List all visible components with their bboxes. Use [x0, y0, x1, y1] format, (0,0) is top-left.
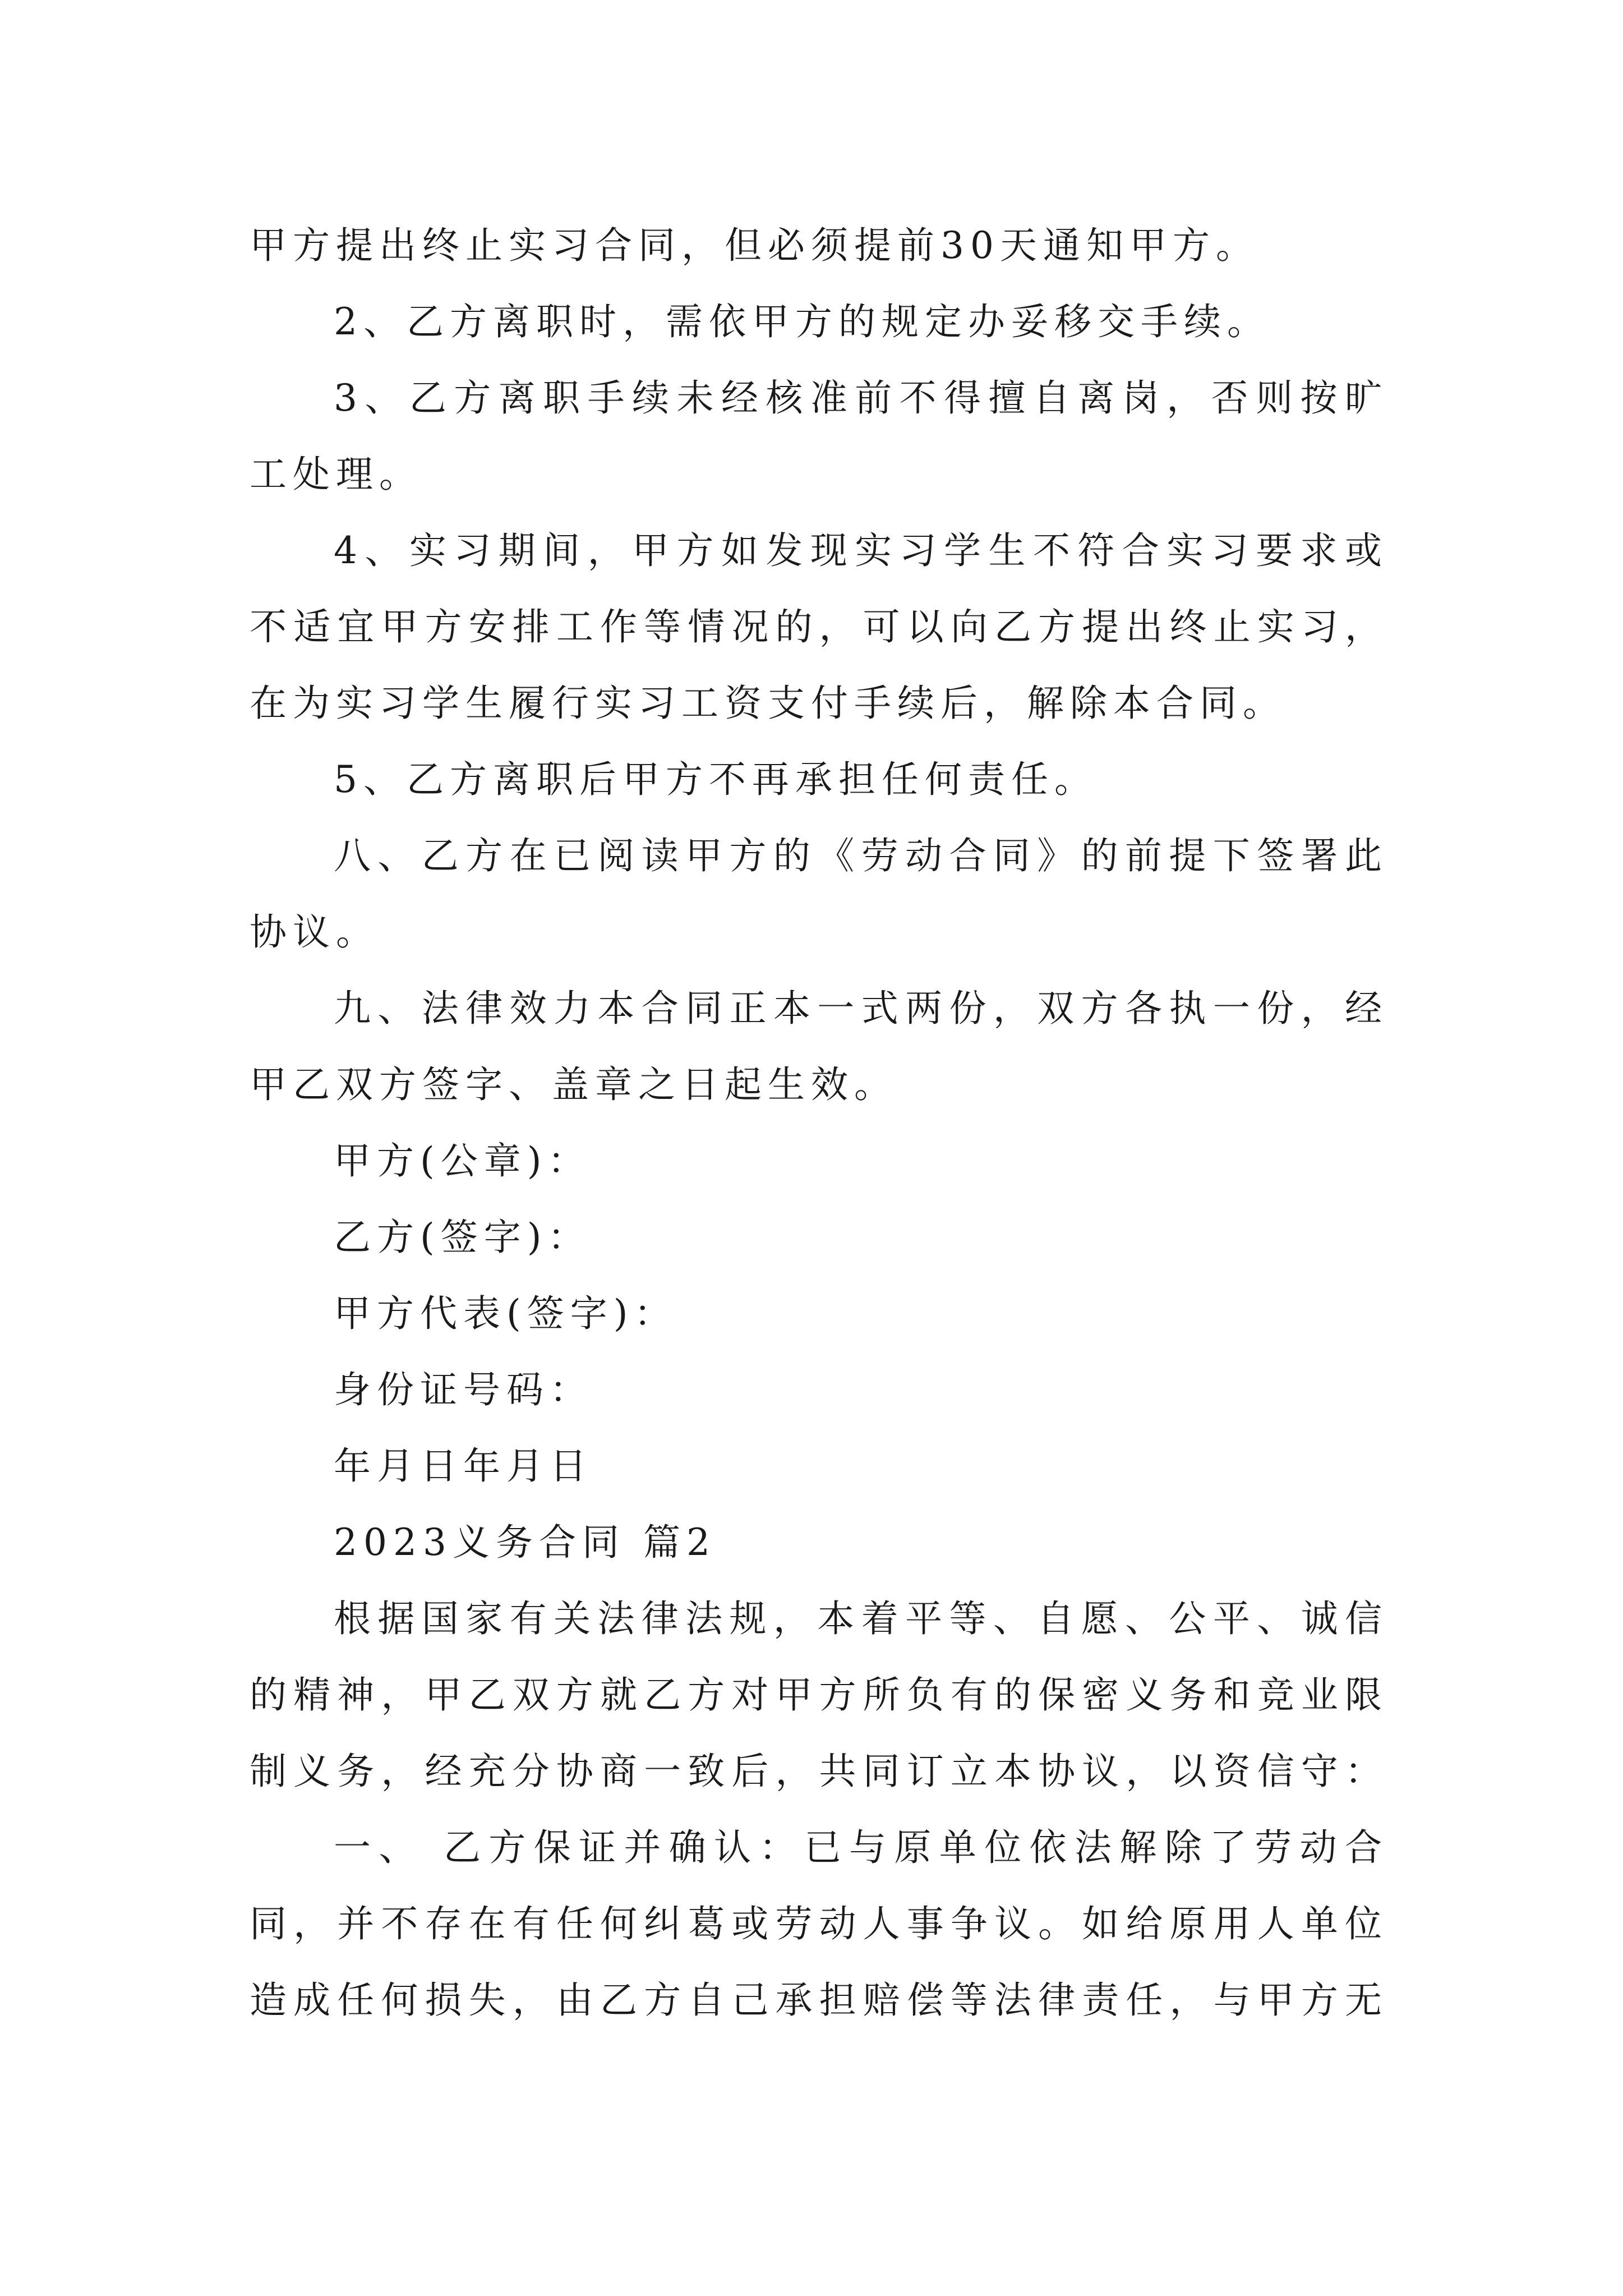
- text-line: 甲乙双方签字、盖章之日起生效。: [250, 1063, 897, 1106]
- signature-party-a-representative: 甲方代表(签字)：: [334, 1292, 677, 1335]
- signature-party-a-seal: 甲方(公章)：: [334, 1139, 591, 1182]
- text-line: 根据国家有关法律法规，本着平等、自愿、公平、诚信: [334, 1597, 1388, 1640]
- text-line: 的精神，甲乙双方就乙方对甲方所负有的保密义务和竞业限: [250, 1673, 1388, 1717]
- text-line: 制义务，经充分协商一致后，共同订立本协议，以资信守：: [250, 1750, 1388, 1793]
- text-line: 协议。: [250, 910, 379, 954]
- text-line: 一、 乙方保证并确认：已与原单位依法解除了劳动合: [334, 1826, 1388, 1869]
- text-line: 不适宜甲方安排工作等情况的，可以向乙方提出终止实习，: [250, 605, 1388, 648]
- text-line: 工处理。: [250, 453, 422, 496]
- signature-party-b: 乙方(签字)：: [334, 1216, 591, 1259]
- text-line: 5、乙方离职后甲方不再承担任何责任。: [334, 758, 1098, 801]
- text-line: 3、乙方离职手续未经核准前不得擅自离岗，否则按旷: [334, 376, 1388, 420]
- id-number-label: 身份证号码：: [334, 1368, 593, 1411]
- date-line: 年月日年月日: [334, 1444, 593, 1488]
- text-line: 八、乙方在已阅读甲方的《劳动合同》的前提下签署此: [334, 834, 1388, 877]
- text-line: 造成任何损失，由乙方自己承担赔偿等法律责任，与甲方无: [250, 1978, 1388, 2022]
- text-line: 在为实习学生履行实习工资支付手续后，解除本合同。: [250, 682, 1286, 725]
- text-line: 同，并不存在有任何纠葛或劳动人事争议。如给原用人单位: [250, 1902, 1388, 1945]
- text-line: 2、乙方离职时，需依甲方的规定办妥移交手续。: [334, 300, 1270, 343]
- text-line: 4、实习期间，甲方如发现实习学生不符合实习要求或: [334, 529, 1388, 572]
- document-body: [250, 208, 1388, 2039]
- text-line: 九、法律效力本合同正本一式两份，双方各执一份，经: [334, 987, 1388, 1030]
- section-heading: 2023义务合同 篇2: [334, 1521, 716, 1564]
- text-line: 甲方提出终止实习合同，但必须提前30天通知甲方。: [250, 224, 1259, 267]
